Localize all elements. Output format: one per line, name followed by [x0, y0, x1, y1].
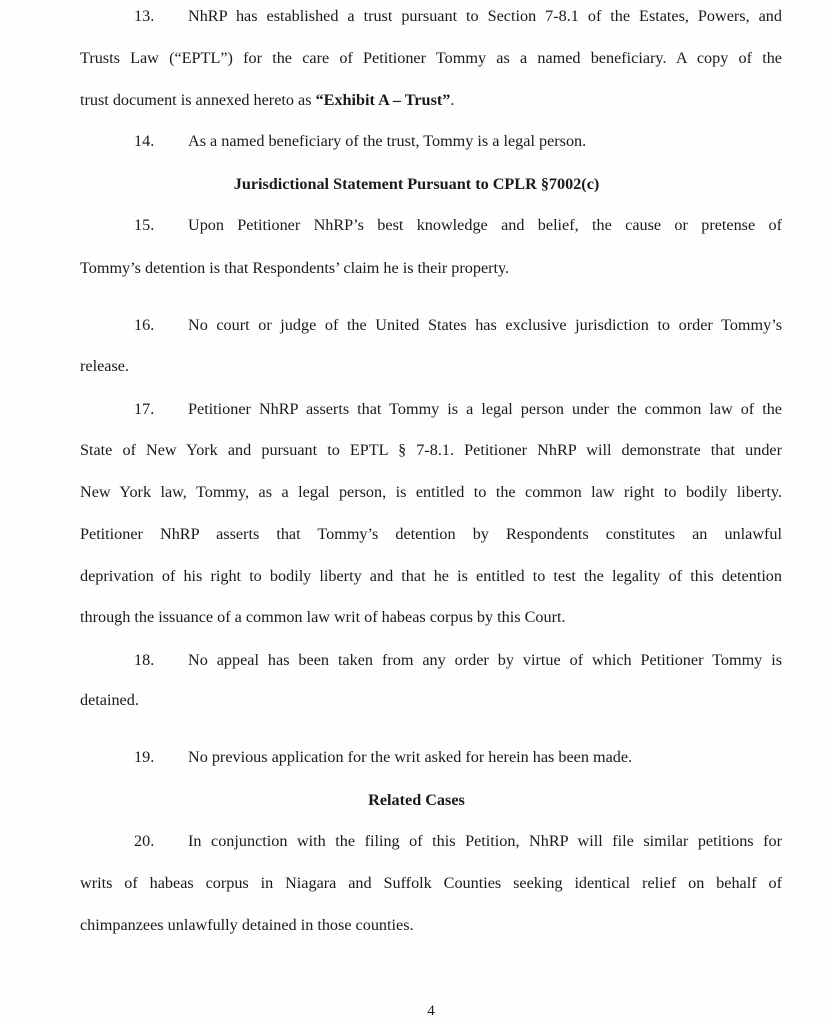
- paragraph-text: .: [450, 91, 455, 109]
- paragraph-line: [80, 90, 782, 110]
- paragraph-line: No appeal has been taken from any order by virtue of which Petitioner Tommy is: [188, 651, 782, 669]
- paragraph-line: State of New York and pursuant to EPTL § 7-8.1. Petitioner NhRP will demonstrate that under: [80, 441, 782, 459]
- paragraph-line: release.: [80, 357, 129, 375]
- paragraph-line: No previous application for the writ asked for herein has been made.: [188, 748, 633, 766]
- paragraph-line: Tommy’s detention is that Respondents’ claim he is their property.: [80, 259, 510, 277]
- paragraph-line: As a named beneficiary of the trust, Tommy is a legal person.: [188, 132, 587, 150]
- paragraph-number: 19.: [134, 748, 155, 766]
- paragraph-line: Upon Petitioner NhRP’s best knowledge and belief, the cause or pretense of: [188, 216, 782, 234]
- page-number: 4: [427, 1003, 435, 1019]
- exhibit-reference: “Exhibit A – Trust”: [315, 91, 451, 109]
- paragraph-line: deprivation of his right to bodily liberty and that he is entitled to test the legality of this detention: [80, 567, 782, 585]
- section-heading: Related Cases: [368, 791, 465, 809]
- paragraph-line: writs of habeas corpus in Niagara and Suffolk Counties seeking identical relief on behalf of: [80, 874, 782, 892]
- paragraph-number: 15.: [134, 216, 155, 234]
- paragraph-number: 17.: [134, 400, 155, 418]
- paragraph-line: detained.: [80, 691, 139, 709]
- paragraph-number: 14.: [134, 132, 155, 150]
- paragraph-line: NhRP has established a trust pursuant to Section 7-8.1 of the Estates, Powers, and: [188, 7, 782, 25]
- paragraph-line: New York law, Tommy, as a legal person, is entitled to the common law right to bodily liberty.: [80, 483, 782, 501]
- paragraph-line: chimpanzees unlawfully detained in those counties.: [80, 916, 414, 934]
- paragraph-line: In conjunction with the filing of this Petition, NhRP will file similar petitions for: [188, 832, 782, 850]
- paragraph-number: 20.: [134, 832, 155, 850]
- section-heading: Jurisdictional Statement Pursuant to CPLR §7002(c): [233, 175, 600, 193]
- paragraph-line: No court or judge of the United States has exclusive jurisdiction to order Tommy’s: [188, 316, 782, 334]
- paragraph-line: through the issuance of a common law writ of habeas corpus by this Court.: [80, 608, 566, 626]
- paragraph-number: 13.: [134, 7, 155, 25]
- paragraph-line: Petitioner NhRP asserts that Tommy’s detention by Respondents constitutes an unlawful: [80, 525, 782, 543]
- paragraph-line: Trusts Law (“EPTL”) for the care of Petitioner Tommy as a named beneficiary. A copy of the: [80, 49, 782, 67]
- paragraph-number: 16.: [134, 316, 155, 334]
- paragraph-text: trust document is annexed hereto as: [80, 91, 316, 109]
- paragraph-number: 18.: [134, 651, 155, 669]
- paragraph-line: Petitioner NhRP asserts that Tommy is a legal person under the common law of the: [188, 400, 782, 418]
